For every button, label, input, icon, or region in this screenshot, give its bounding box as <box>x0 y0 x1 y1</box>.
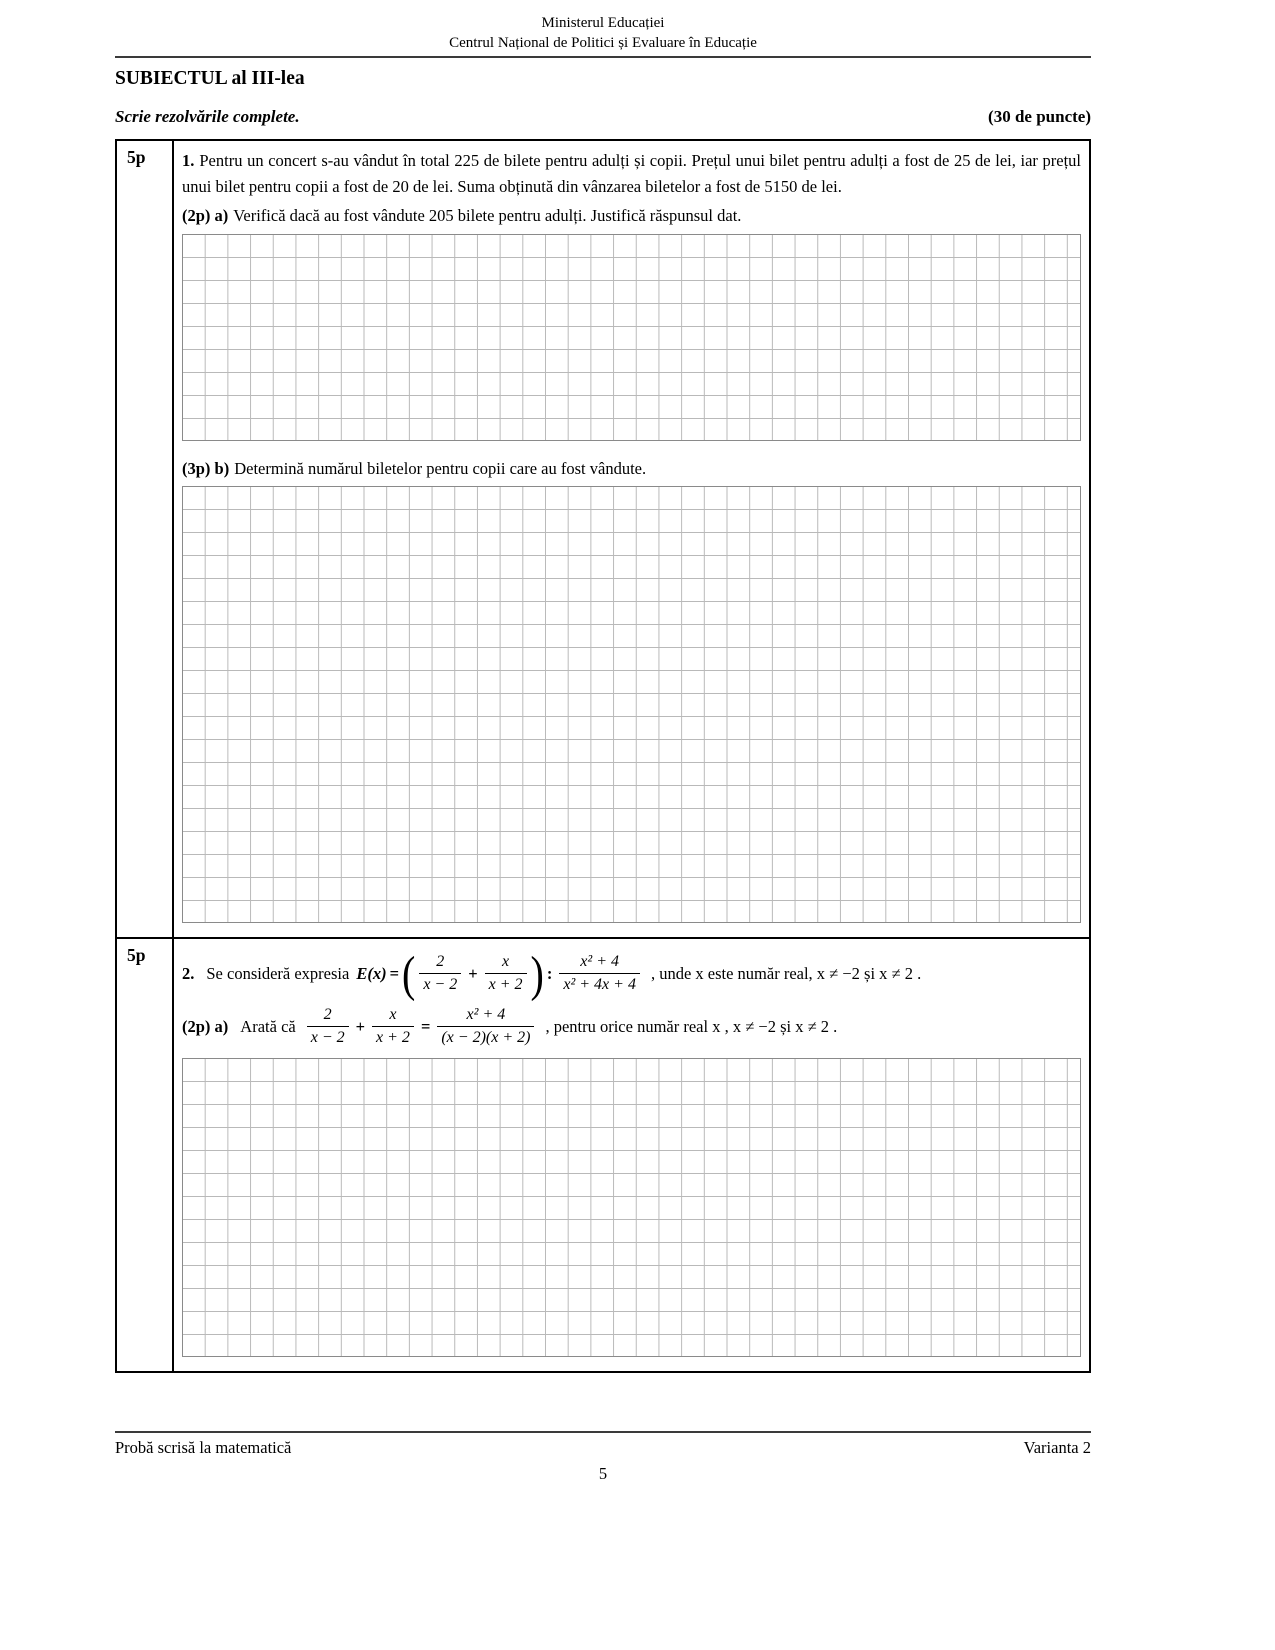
equals-sign: = <box>420 1017 431 1037</box>
instructions-row <box>115 107 1091 127</box>
problem-1-content <box>173 140 1090 939</box>
document-header <box>115 0 1091 58</box>
center-line: Centrul Național de Politici și Evaluare în Educație <box>449 35 757 52</box>
problem-2-content <box>173 938 1090 1372</box>
problem-2a <box>182 1005 1081 1048</box>
answer-grid-2a <box>182 1058 1081 1357</box>
page-number: 5 <box>598 1464 608 1484</box>
problem-2-statement-tail: , unde x este număr real, x ≠ −2 și x ≠ 2 . <box>650 964 922 984</box>
equals-sign: = <box>389 964 399 984</box>
expression-lhs: E(x) <box>356 964 387 984</box>
instructions-text: Scrie rezolvările complete. <box>115 106 300 126</box>
problem-2a-intro: Arată că <box>240 1017 296 1037</box>
subject-title: SUBIECTUL al III-lea <box>115 67 305 89</box>
problem-2-score: 5p <box>116 938 173 1372</box>
fraction-a3: $\frac{\text{x² + 4}}{(x - 2)(x + 2)}$ <box>437 1005 534 1048</box>
problem-2-statement <box>182 945 1081 1002</box>
problem-1-statement <box>182 148 1081 201</box>
total-points: (30 de puncte) <box>988 106 1091 126</box>
expression-E <box>356 945 644 1002</box>
problem-1a-label: (2p) a) <box>182 205 229 225</box>
problem-1b <box>182 457 1081 482</box>
answer-grid-1b <box>182 486 1081 923</box>
problem-2-number: 2. <box>182 964 195 984</box>
expression-2a <box>303 1005 539 1048</box>
division-colon: : <box>546 964 553 984</box>
problem-2-intro-text: Se consideră expresia <box>206 964 350 984</box>
problem-1a <box>182 204 1081 229</box>
problem-1b-label: (3p) b) <box>182 458 230 478</box>
open-paren: ( <box>401 945 416 1002</box>
fraction-a2: $\frac{x}{x + 2}$ <box>372 1005 414 1048</box>
footer-right: Varianta 2 <box>1023 1438 1091 1458</box>
answer-grid-1a <box>182 234 1081 441</box>
page <box>115 0 1091 1484</box>
fraction-1: $\frac{2}{x - 2}$ <box>419 952 461 995</box>
plus-sign: + <box>468 964 478 984</box>
fraction-a1: $\frac{2}{x - 2}$ <box>307 1005 349 1048</box>
close-paren: ) <box>530 945 544 1002</box>
problem-2a-tail: , pentru orice număr real x , x ≠ −2 și x ≠ 2 . <box>545 1017 838 1037</box>
fraction-2: $\frac{x}{x + 2}$ <box>485 952 527 995</box>
page-footer <box>115 1431 1091 1458</box>
fraction-3: $\frac{\text{x² + 4}}{\text{x² + 4x + 4}}$ <box>559 952 640 995</box>
problem-2a-label: (2p) a) <box>182 1017 229 1037</box>
problem-1-number: 1. <box>182 150 195 170</box>
ministry-line: Ministerul Educației <box>541 15 665 31</box>
problem-1a-text: Verifică dacă au fost vândute 205 bilete pentru adulți. Justifică răspunsul dat. <box>233 205 742 225</box>
problem-2-row <box>116 938 1090 1372</box>
problem-1-row <box>116 140 1090 939</box>
plus-sign: + <box>355 1017 366 1037</box>
problem-1-score: 5p <box>116 140 173 939</box>
problems-table <box>115 139 1091 1374</box>
problem-1b-text: Determină numărul biletelor pentru copii care au fost vândute. <box>234 458 647 478</box>
footer-left: Probă scrisă la matematică <box>115 1438 292 1458</box>
problem-1-statement-text: Pentru un concert s-au vândut în total 225 de bilete pentru adulți și copii. Prețul unui bilet pentru adulți a fost de 25 de lei, iar prețul unui bilet pentru copii a fost de 20 de lei. Suma obținută din vânzarea biletelor a fost de 5150 de lei. <box>182 150 1081 197</box>
